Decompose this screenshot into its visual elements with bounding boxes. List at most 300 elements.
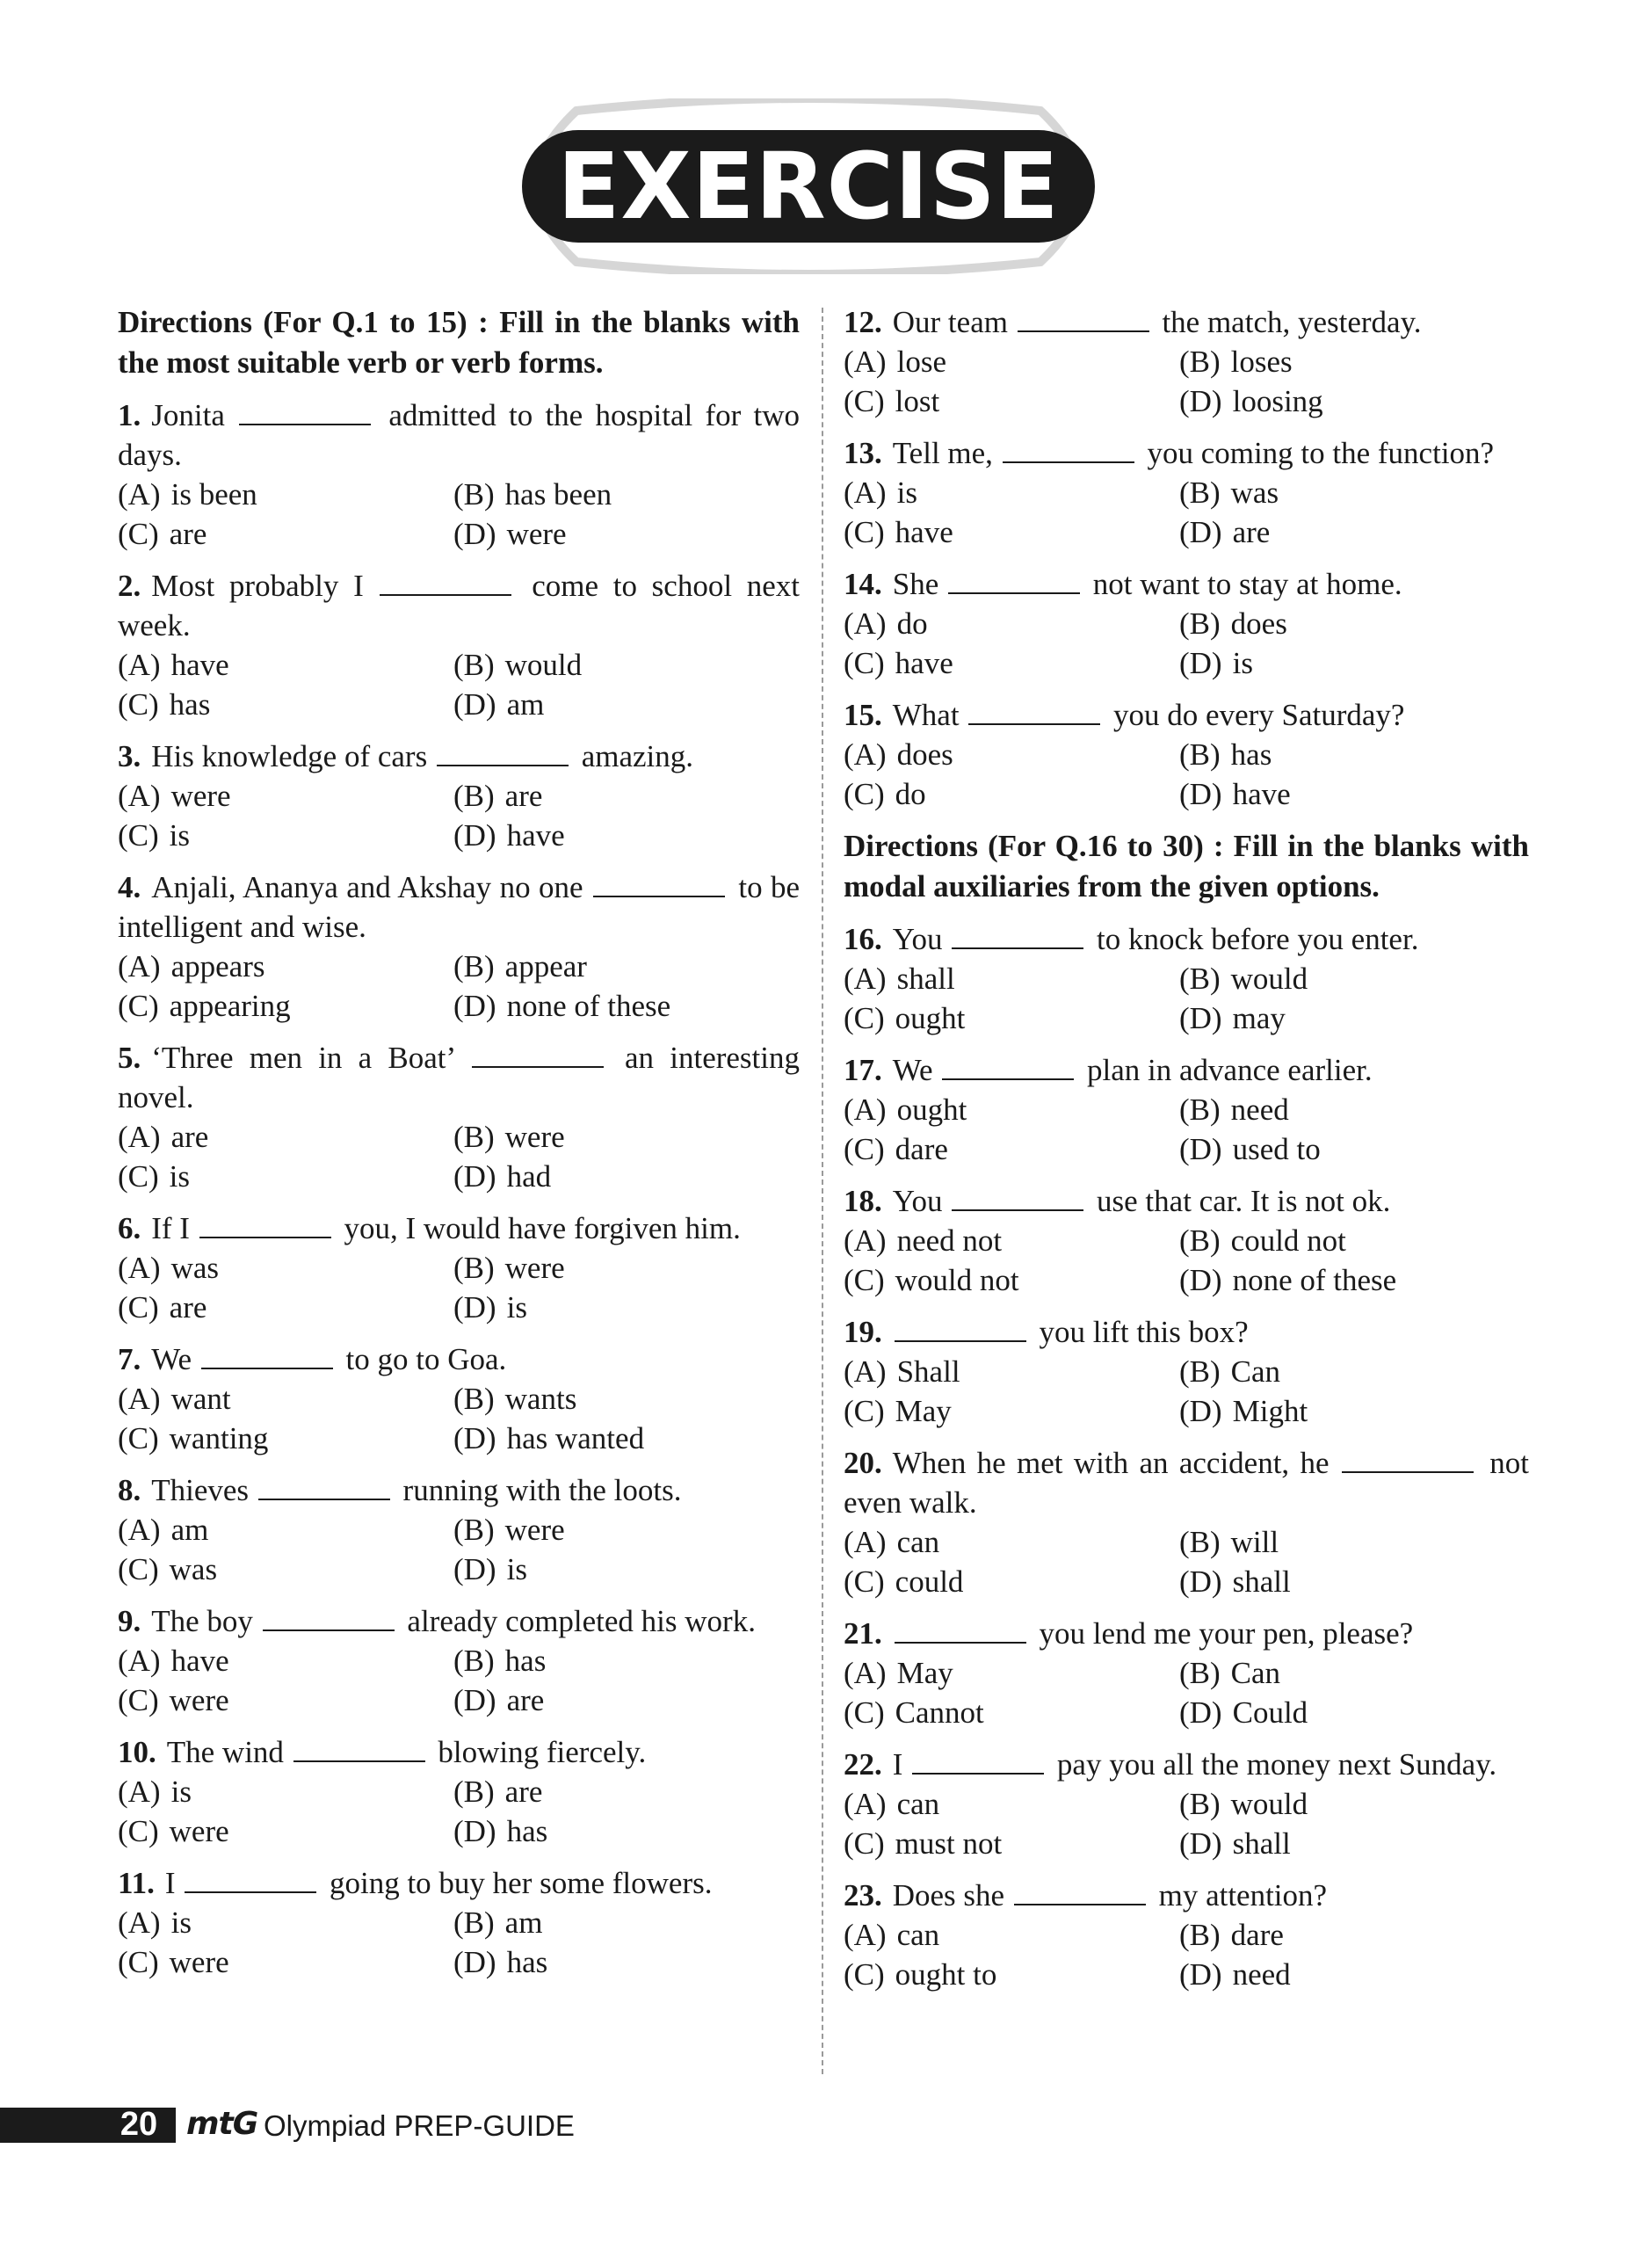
option-text: is	[170, 1905, 192, 1940]
option-text: ought to	[895, 1957, 997, 1992]
answer-option	[844, 473, 1179, 512]
answer-blank	[472, 1065, 604, 1068]
answer-option	[1179, 1129, 1529, 1169]
column-divider	[822, 308, 823, 2074]
answer-option	[453, 1641, 800, 1680]
answer-blank	[185, 1891, 316, 1893]
question-item	[844, 1050, 1529, 1169]
answer-blank	[952, 947, 1083, 949]
option-letter: (A)	[118, 477, 161, 512]
question-number: 16.	[844, 922, 882, 956]
answer-option	[118, 475, 453, 514]
question-item	[118, 737, 800, 855]
question-text-before: Tell me,	[892, 436, 993, 470]
option-letter: (B)	[1179, 737, 1221, 772]
question-number: 15.	[844, 698, 882, 732]
option-text: is	[896, 475, 917, 510]
answer-option	[118, 1811, 453, 1851]
question-text-before: You	[892, 922, 943, 956]
question-text-before: Jonita	[151, 398, 225, 432]
option-text: is	[170, 1775, 192, 1809]
question-stem	[844, 919, 1529, 959]
answer-option	[1179, 1522, 1529, 1562]
question-item	[844, 1181, 1529, 1300]
answer-option	[844, 959, 1179, 998]
answer-options	[844, 1522, 1529, 1601]
option-letter: (C)	[844, 1957, 885, 1992]
option-letter: (C)	[118, 1421, 159, 1455]
question-stem	[844, 1876, 1529, 1915]
option-text: were	[169, 1945, 229, 1979]
answer-blank	[968, 722, 1100, 725]
option-text: would	[1230, 962, 1308, 996]
question-stem	[844, 1614, 1529, 1653]
option-text: loosing	[1232, 384, 1323, 418]
option-letter: (A)	[844, 1787, 887, 1821]
question-stem	[844, 1050, 1529, 1090]
answer-blank	[1014, 1903, 1146, 1905]
option-letter: (C)	[844, 1001, 885, 1035]
answer-option	[1179, 1784, 1529, 1824]
answer-option	[1179, 998, 1529, 1038]
option-text: used to	[1232, 1132, 1321, 1166]
answer-option	[118, 685, 453, 724]
option-text: appears	[170, 949, 265, 983]
question-text-after: to go to Goa.	[345, 1342, 507, 1376]
option-letter: (A)	[118, 1644, 161, 1678]
answer-option	[453, 645, 800, 685]
answer-option	[453, 1419, 800, 1458]
answer-option	[1179, 1260, 1529, 1300]
option-letter: (C)	[118, 1814, 159, 1848]
option-text: could	[895, 1564, 964, 1599]
option-text: has	[506, 1814, 548, 1848]
answer-option	[844, 1391, 1179, 1431]
question-text-before: Our team	[892, 305, 1008, 339]
answer-blank	[952, 1208, 1083, 1211]
question-number: 19.	[844, 1315, 882, 1349]
option-text: ought	[896, 1092, 967, 1127]
answer-option	[1179, 1915, 1529, 1955]
option-letter: (D)	[453, 517, 496, 551]
answer-option	[118, 514, 453, 554]
option-text: are	[169, 1290, 207, 1325]
question-number: 11.	[118, 1866, 155, 1900]
option-text: were	[504, 1120, 565, 1154]
question-text-after: you coming to the function?	[1147, 436, 1495, 470]
question-number: 6.	[118, 1211, 141, 1245]
answer-options	[118, 645, 800, 724]
page-title: EXERCISE	[557, 133, 1060, 240]
option-letter: (A)	[118, 1120, 161, 1154]
answer-option	[844, 1955, 1179, 1994]
answer-option	[453, 1811, 800, 1851]
option-text: have	[1232, 777, 1291, 811]
answer-blank	[942, 1078, 1074, 1080]
option-letter: (B)	[453, 1382, 495, 1416]
question-text-after: use that car. It is not ok.	[1097, 1184, 1391, 1218]
question-number: 14.	[844, 567, 882, 601]
answer-option	[1179, 1221, 1529, 1260]
option-text: have	[895, 515, 953, 549]
answer-option	[118, 1772, 453, 1811]
option-text: were	[504, 1251, 565, 1285]
answer-options	[118, 947, 800, 1026]
option-letter: (C)	[118, 517, 159, 551]
answer-option	[1179, 1653, 1529, 1693]
answer-option	[844, 998, 1179, 1038]
option-letter: (B)	[453, 1905, 495, 1940]
answer-options	[844, 342, 1529, 421]
answer-option	[118, 1157, 453, 1196]
brand-title: Olympiad PREP-GUIDE	[264, 2109, 575, 2142]
answer-option	[1179, 1352, 1529, 1391]
question-stem	[844, 564, 1529, 604]
question-text-before: We	[892, 1053, 933, 1087]
option-letter: (B)	[453, 1120, 495, 1154]
answer-option	[453, 1117, 800, 1157]
question-text-before: The wind	[166, 1735, 284, 1769]
answer-option	[844, 1562, 1179, 1601]
option-text: need not	[896, 1223, 1003, 1258]
question-item	[844, 1614, 1529, 1732]
option-letter: (D)	[1179, 1826, 1222, 1861]
option-text: was	[170, 1251, 220, 1285]
option-text: may	[1232, 1001, 1286, 1035]
option-text: Could	[1232, 1695, 1308, 1730]
option-text: would not	[895, 1263, 1019, 1297]
answer-option	[844, 735, 1179, 774]
option-text: May	[895, 1394, 952, 1428]
option-letter: (B)	[1179, 1918, 1221, 1952]
question-text-after: going to buy her some flowers.	[329, 1866, 713, 1900]
option-letter: (C)	[844, 646, 885, 680]
answer-options	[844, 1352, 1529, 1431]
option-text: would	[504, 648, 583, 682]
option-text: lose	[896, 345, 946, 379]
question-text-after: come to school next week.	[118, 569, 801, 642]
option-letter: (D)	[1179, 384, 1222, 418]
question-text-after: you do every Saturday?	[1113, 698, 1405, 732]
question-text-after: the match, yesterday.	[1162, 305, 1422, 339]
question-item	[118, 867, 800, 1026]
question-stem	[118, 1208, 800, 1248]
question-text-after: not want to stay at home.	[1092, 567, 1402, 601]
answer-blank	[437, 764, 569, 766]
answer-option	[1179, 342, 1529, 381]
option-text: Can	[1230, 1656, 1281, 1690]
question-stem	[844, 1745, 1529, 1784]
answer-blank	[199, 1236, 331, 1238]
question-stem	[118, 1732, 800, 1772]
option-letter: (C)	[844, 384, 885, 418]
option-text: must not	[895, 1826, 1003, 1861]
page-footer	[0, 2099, 791, 2148]
answer-option	[1179, 643, 1529, 683]
option-letter: (A)	[844, 1525, 887, 1559]
question-number: 13.	[844, 436, 882, 470]
answer-option	[453, 685, 800, 724]
question-number: 23.	[844, 1878, 882, 1912]
option-text: dare	[1230, 1918, 1284, 1952]
answer-option	[118, 776, 453, 816]
option-text: shall	[896, 962, 955, 996]
answer-blank	[293, 1760, 425, 1762]
answer-blank	[258, 1498, 390, 1500]
option-text: am	[506, 687, 545, 722]
answer-options	[844, 1090, 1529, 1169]
answer-option	[844, 512, 1179, 552]
question-text-after: not even walk.	[844, 1446, 1530, 1520]
answer-option	[118, 1550, 453, 1589]
answer-option	[453, 776, 800, 816]
answer-option	[453, 1510, 800, 1550]
question-item	[118, 1339, 800, 1458]
option-letter: (D)	[1179, 1957, 1222, 1992]
option-letter: (A)	[118, 949, 161, 983]
option-letter: (B)	[453, 648, 495, 682]
answer-blank	[895, 1339, 1026, 1342]
answer-option	[844, 1260, 1179, 1300]
option-letter: (A)	[844, 475, 887, 510]
option-letter: (B)	[453, 1251, 495, 1285]
question-number: 1.	[118, 398, 141, 432]
option-letter: (C)	[844, 1132, 885, 1166]
answer-option	[453, 1772, 800, 1811]
question-text-before: I	[164, 1866, 176, 1900]
option-text: have	[895, 646, 953, 680]
answer-option	[844, 604, 1179, 643]
option-letter: (C)	[844, 1263, 885, 1297]
answer-option	[118, 1379, 453, 1419]
question-text-before: We	[151, 1342, 192, 1376]
option-text: Might	[1232, 1394, 1308, 1428]
option-letter: (C)	[844, 1564, 885, 1599]
answer-options	[118, 475, 800, 554]
option-letter: (D)	[453, 989, 496, 1023]
answer-options	[118, 1772, 800, 1851]
option-text: were	[506, 517, 567, 551]
option-letter: (A)	[844, 606, 887, 641]
option-letter: (D)	[453, 1290, 496, 1325]
option-text: has wanted	[506, 1421, 645, 1455]
question-number: 8.	[118, 1473, 141, 1507]
answer-blank	[239, 423, 371, 425]
question-text-after: amazing.	[581, 739, 694, 773]
option-letter: (A)	[844, 737, 887, 772]
answer-option	[1179, 473, 1529, 512]
question-stem	[118, 396, 800, 475]
option-text: was	[1230, 475, 1279, 510]
answer-blank	[912, 1772, 1044, 1775]
answer-option	[1179, 381, 1529, 421]
option-text: would	[1230, 1787, 1308, 1821]
option-letter: (D)	[1179, 1695, 1222, 1730]
question-item	[844, 695, 1529, 814]
answer-option	[844, 1824, 1179, 1863]
option-letter: (C)	[118, 1552, 159, 1586]
option-text: will	[1230, 1525, 1279, 1559]
answer-option	[118, 1117, 453, 1157]
option-text: can	[896, 1525, 940, 1559]
answer-blank	[263, 1629, 395, 1631]
option-text: Cannot	[895, 1695, 984, 1730]
option-letter: (A)	[118, 1251, 161, 1285]
option-letter: (A)	[844, 1656, 887, 1690]
answer-blank	[895, 1641, 1026, 1644]
option-text: wanting	[169, 1421, 269, 1455]
question-number: 9.	[118, 1604, 141, 1638]
option-text: were	[504, 1513, 565, 1547]
question-item	[844, 1312, 1529, 1431]
answer-options	[844, 1915, 1529, 1994]
option-text: is	[169, 818, 191, 853]
option-letter: (A)	[118, 1775, 161, 1809]
option-text: have	[506, 818, 565, 853]
answer-option	[118, 1510, 453, 1550]
answer-option	[453, 1942, 800, 1982]
answer-options	[844, 735, 1529, 814]
option-text: shall	[1232, 1564, 1291, 1599]
option-letter: (D)	[1179, 515, 1222, 549]
answer-options	[118, 1510, 800, 1589]
answer-blank	[1018, 330, 1149, 332]
answer-option	[453, 1903, 800, 1942]
answer-option	[844, 1915, 1179, 1955]
option-text: are	[504, 779, 543, 813]
option-letter: (B)	[1179, 345, 1221, 379]
answer-blank	[948, 592, 1080, 594]
question-text-before: Thieves	[151, 1473, 250, 1507]
question-stem	[844, 1181, 1529, 1221]
option-text: Can	[1230, 1354, 1281, 1389]
answer-options	[844, 604, 1529, 683]
question-stem	[844, 1443, 1529, 1522]
option-text: does	[1230, 606, 1287, 641]
question-text-after: running with the loots.	[402, 1473, 682, 1507]
answer-option	[844, 1129, 1179, 1169]
question-text-after: pay you all the money next Sunday.	[1056, 1747, 1497, 1782]
option-text: can	[896, 1787, 940, 1821]
option-letter: (D)	[1179, 1132, 1222, 1166]
answer-option	[118, 1942, 453, 1982]
option-text: am	[170, 1513, 209, 1547]
option-text: has	[169, 687, 211, 722]
option-text: Shall	[896, 1354, 960, 1389]
option-text: has been	[504, 477, 612, 512]
option-letter: (C)	[118, 687, 159, 722]
answer-options	[118, 1117, 800, 1196]
option-letter: (B)	[453, 477, 495, 512]
question-text-after: you, I would have forgiven him.	[344, 1211, 741, 1245]
answer-blank	[1003, 461, 1134, 463]
question-item	[844, 1443, 1529, 1601]
answer-option	[844, 1522, 1179, 1562]
option-text: were	[169, 1814, 229, 1848]
option-letter: (B)	[1179, 475, 1221, 510]
option-text: need	[1230, 1092, 1289, 1127]
option-text: are	[506, 1683, 545, 1717]
question-number: 22.	[844, 1747, 882, 1782]
answer-option	[1179, 959, 1529, 998]
answer-options	[118, 1903, 800, 1982]
option-letter: (B)	[1179, 962, 1221, 996]
question-text-before: If I	[151, 1211, 190, 1245]
option-letter: (A)	[118, 1905, 161, 1940]
page-number: 20	[120, 2106, 158, 2143]
option-letter: (B)	[1179, 1223, 1221, 1258]
answer-option	[844, 1693, 1179, 1732]
question-item	[844, 919, 1529, 1038]
question-text-after: to knock before you enter.	[1097, 922, 1419, 956]
option-letter: (C)	[118, 818, 159, 853]
option-letter: (D)	[1179, 1394, 1222, 1428]
option-letter: (D)	[1179, 646, 1222, 680]
option-text: was	[169, 1552, 218, 1586]
answer-option	[1179, 735, 1529, 774]
option-letter: (C)	[118, 989, 159, 1023]
question-number: 21.	[844, 1616, 882, 1651]
option-text: were	[169, 1683, 229, 1717]
question-item	[118, 1601, 800, 1720]
answer-option	[118, 1288, 453, 1327]
question-number: 10.	[118, 1735, 156, 1769]
option-text: is	[506, 1290, 527, 1325]
option-text: appearing	[169, 989, 291, 1023]
question-item	[118, 566, 800, 724]
answer-option	[118, 1419, 453, 1458]
option-text: is been	[170, 477, 257, 512]
option-letter: (B)	[453, 949, 495, 983]
question-text-after: you lift this box?	[1039, 1315, 1249, 1349]
question-text-before: What	[892, 698, 960, 732]
option-letter: (D)	[453, 1421, 496, 1455]
directions-q1-15: Directions (For Q.1 to 15) : Fill in the blanks with the most suitable verb or verb forms.	[118, 305, 800, 380]
option-letter: (C)	[844, 777, 885, 811]
question-number: 18.	[844, 1184, 882, 1218]
option-letter: (C)	[844, 1695, 885, 1730]
question-text-after: you lend me your pen, please?	[1039, 1616, 1414, 1651]
option-text: are	[1232, 515, 1271, 549]
option-letter: (D)	[1179, 1263, 1222, 1297]
question-list	[118, 396, 800, 1982]
question-text-before: ‘Three men in a Boat’	[151, 1041, 454, 1075]
option-text: is	[1232, 646, 1253, 680]
question-item	[844, 1876, 1529, 1994]
option-letter: (D)	[1179, 1564, 1222, 1599]
option-letter: (D)	[1179, 1001, 1222, 1035]
question-number: 17.	[844, 1053, 882, 1087]
answer-options	[844, 1653, 1529, 1732]
question-number: 7.	[118, 1342, 141, 1376]
question-stem	[844, 433, 1529, 473]
option-text: none of these	[506, 989, 671, 1023]
option-letter: (C)	[118, 1290, 159, 1325]
answer-option	[453, 1248, 800, 1288]
answer-option	[118, 816, 453, 855]
answer-option	[453, 1550, 800, 1589]
option-letter: (B)	[1179, 1525, 1221, 1559]
option-letter: (A)	[844, 1354, 887, 1389]
question-stem	[844, 695, 1529, 735]
question-number: 20.	[844, 1446, 882, 1480]
option-text: can	[896, 1918, 940, 1952]
question-text-before: When he met with an accident, he	[892, 1446, 1330, 1480]
answer-options	[118, 776, 800, 855]
question-stem	[118, 737, 800, 776]
answer-blank	[1342, 1470, 1474, 1473]
option-letter: (B)	[1179, 1092, 1221, 1127]
